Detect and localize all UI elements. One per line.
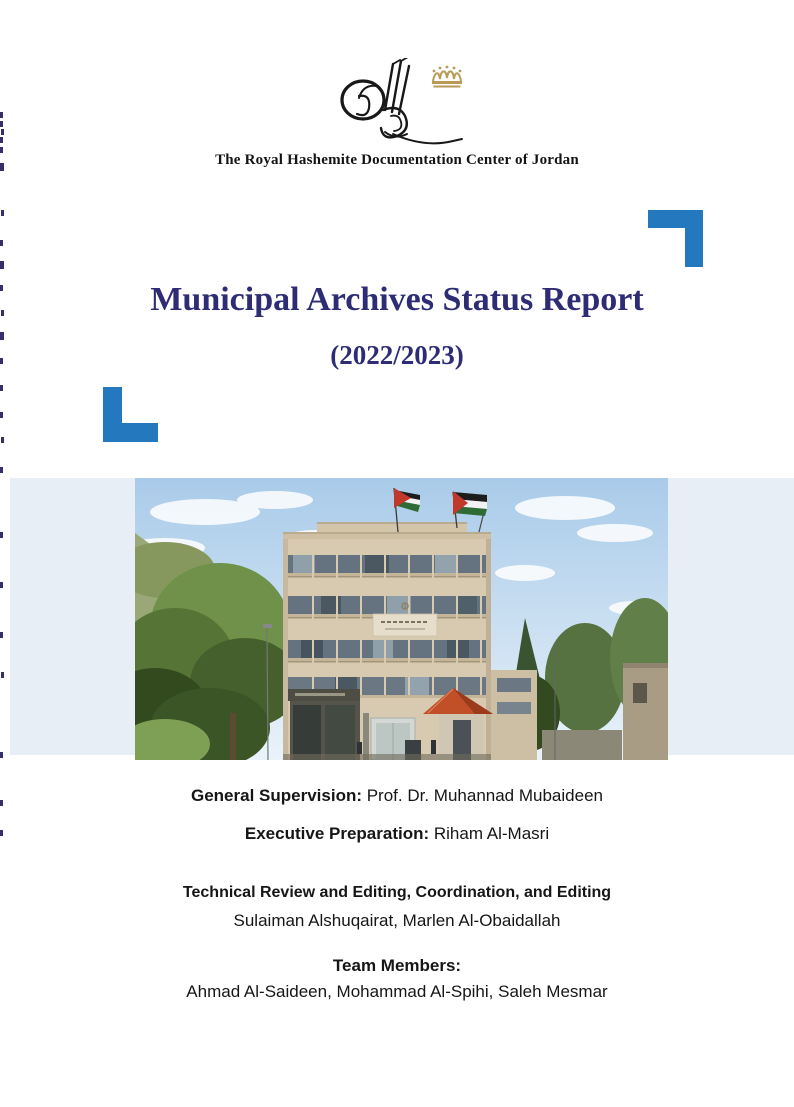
technical-review-heading: Technical Review and Editing, Coordination, and Editing — [182, 884, 612, 901]
organization-name: The Royal Hashemite Documentation Center of Jordan — [215, 152, 579, 168]
executive-preparation-line — [0, 824, 794, 844]
technical-review-names: Sulaiman Alshuqairat, Marlen Al-Obaidallah — [233, 911, 561, 930]
clipped-edge-text-fragments — [0, 112, 3, 118]
report-year: (2022/2023) — [330, 340, 464, 370]
decorative-corner-bracket-bottom-left — [103, 387, 158, 442]
executive-preparation-label: Executive Preparation: — [244, 824, 430, 843]
jordan-flag-right — [453, 491, 487, 516]
team-members-names: Ahmad Al-Saideen, Mohammad Al-Spihi, Saleh Mesmar — [186, 982, 608, 1001]
executive-preparation-value: Riham Al-Masri — [429, 824, 550, 843]
general-supervision-value: Prof. Dr. Muhannad Mubaideen — [362, 786, 603, 805]
decorative-corner-bracket-top-right — [648, 210, 703, 267]
general-supervision-line — [0, 786, 794, 806]
building-photo — [135, 478, 668, 760]
team-members-label: Team Members: — [332, 956, 462, 975]
royal-logo — [335, 58, 475, 153]
general-supervision-label: General Supervision: — [191, 786, 362, 805]
crown-icon — [432, 66, 462, 88]
report-title: Municipal Archives Status Report — [150, 281, 644, 318]
